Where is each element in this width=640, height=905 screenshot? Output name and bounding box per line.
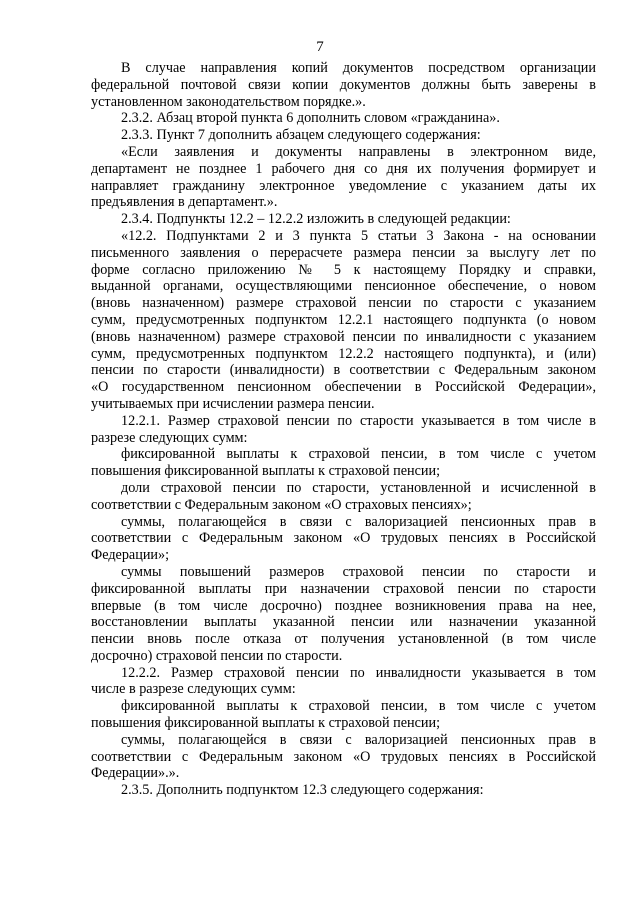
text-line: письменного заявления о перерасчете размера пенсии за выслугу лет по <box>91 244 596 261</box>
text-line: сумм, предусмотренных подпунктом 12.2.1 настоящего подпункта (о новом <box>91 311 596 328</box>
text-line: суммы, полагающейся в связи с валоризацией пенсионных прав в <box>121 513 596 530</box>
text-line: впервые (в том числе досрочно) позднее возникновения права на нее, <box>91 597 596 614</box>
text-line: соответствии с Федеральным законом «О трудовых пенсиях в Российской <box>91 530 596 547</box>
paragraph <box>91 446 596 480</box>
paragraph <box>91 564 596 665</box>
text-line: пенсии по старости (инвалидности) в соответствии с Федеральным законом <box>91 362 596 379</box>
text-line: суммы повышений размеров страховой пенсии по старости и <box>121 563 596 580</box>
paragraph <box>91 60 596 110</box>
paragraph <box>91 514 596 564</box>
text-line: фиксированной выплаты к страховой пенсии, в том числе с учетом <box>121 698 596 715</box>
text-line: доли страховой пенсии по старости, установленной и исчисленной в <box>121 479 596 496</box>
paragraph <box>91 782 596 799</box>
paragraph <box>91 110 596 127</box>
paragraph <box>91 732 596 782</box>
text-line: Федерации».». <box>91 765 180 782</box>
text-line: (вновь назначенном) размере страховой пенсии по старости с указанием <box>91 295 596 312</box>
text-line: (вновь назначенном) размере страховой пенсии по инвалидности с указанием <box>91 328 596 345</box>
paragraph <box>91 144 596 211</box>
text-line: 2.3.4. Подпункты 12.2 – 12.2.2 изложить в следующей редакции: <box>121 211 511 228</box>
text-line: Федерации»; <box>91 547 170 564</box>
text-line: направляет гражданину электронное уведомление с указанием даты их <box>91 177 596 194</box>
text-line: числе в разрезе следующих сумм: <box>91 681 296 698</box>
text-line: форме согласно приложению № 5 к настоящему Порядку и справки, <box>91 261 596 278</box>
text-line: выданной органами, осуществляющими пенсионное обеспечение, о новом <box>91 278 596 295</box>
text-line: 2.3.2. Абзац второй пункта 6 дополнить словом «гражданина». <box>121 110 500 127</box>
text-line: восстановлении выплаты указанной пенсии или назначении указанной <box>91 614 596 631</box>
paragraph <box>91 413 596 447</box>
paragraph <box>91 698 596 732</box>
text-line: В случае направления копий документов посредством организации <box>121 60 596 76</box>
text-line: повышения фиксированной выплаты к страховой пенсии; <box>91 715 441 732</box>
text-line: «Если заявления и документы направлены в электронном виде, <box>121 143 596 160</box>
paragraph <box>91 665 596 699</box>
text-line: фиксированной выплаты при назначении страховой пенсии по старости <box>91 580 596 597</box>
text-line: федеральной почтовой связи копии документов должны быть заверены в <box>91 76 596 93</box>
text-line: соответствии с Федеральным законом «О страховых пенсиях»; <box>91 496 472 513</box>
paragraph <box>91 211 596 228</box>
text-line: «12.2. Подпунктами 2 и 3 пункта 5 статьи 3 Закона - на основании <box>121 227 596 244</box>
text-line: разрезе следующих сумм: <box>91 429 248 446</box>
text-line: суммы, полагающейся в связи с валоризацией пенсионных прав в <box>121 731 596 748</box>
paragraph <box>91 127 596 144</box>
text-line: 2.3.3. Пункт 7 дополнить абзацем следующего содержания: <box>121 127 481 144</box>
text-line: 12.2.2. Размер страховой пенсии по инвалидности указывается в том <box>121 664 596 681</box>
text-line: 12.2.1. Размер страховой пенсии по старости указывается в том числе в <box>121 412 596 429</box>
text-line: 2.3.5. Дополнить подпунктом 12.3 следующего содержания: <box>121 782 484 799</box>
paragraph <box>91 480 596 514</box>
text-line: «О государственном пенсионном обеспечении в Российской Федерации», <box>91 379 596 396</box>
page-number: 7 <box>316 39 324 55</box>
text-line: предъявления в департамент.». <box>91 194 278 211</box>
document-body <box>91 60 596 799</box>
text-line: досрочно) страховой пенсии по старости. <box>91 647 343 664</box>
text-line: соответствии с Федеральным законом «О трудовых пенсиях в Российской <box>91 748 596 765</box>
text-line: сумм, предусмотренных подпунктом 12.2.2 настоящего подпункта), и (или) <box>91 345 596 362</box>
text-line: фиксированной выплаты к страховой пенсии, в том числе с учетом <box>121 446 596 463</box>
text-line: учитываемых при исчислении размера пенсии. <box>91 395 375 412</box>
paragraph <box>91 228 596 413</box>
text-line: пенсии вновь после отказа от получения установленной (в том числе <box>91 631 596 648</box>
text-line: департамент не позднее 1 рабочего дня со дня их получения формирует и <box>91 160 596 177</box>
text-line: установленном законодательством порядке.». <box>91 93 366 110</box>
text-line: повышения фиксированной выплаты к страховой пенсии; <box>91 463 441 480</box>
